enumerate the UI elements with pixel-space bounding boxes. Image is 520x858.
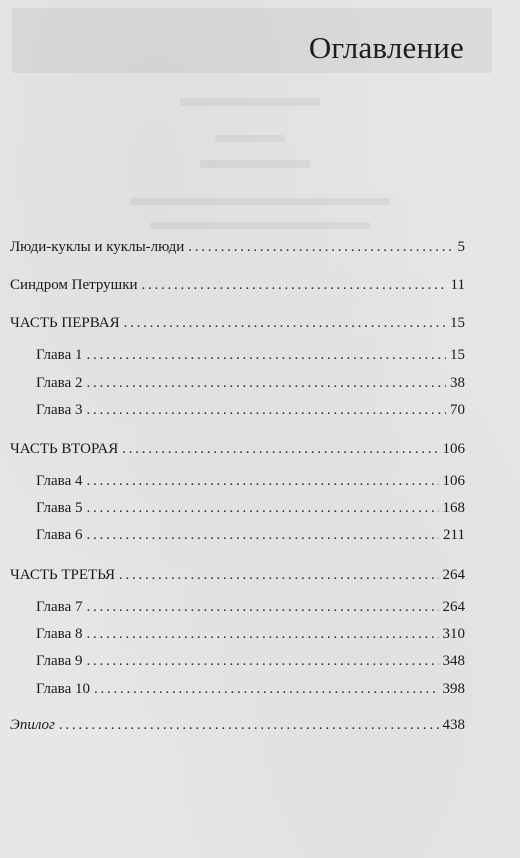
- toc-page-number: 264: [442, 599, 465, 615]
- toc-part-entry[interactable]: [10, 314, 465, 332]
- toc-entry-label: Эпилог: [10, 717, 55, 733]
- toc-chapter-entry[interactable]: [36, 598, 465, 616]
- toc-entry-label: ЧАСТЬ ТРЕТЬЯ: [10, 567, 116, 583]
- toc-page-number: 348: [442, 653, 465, 669]
- toc-page-number: 398: [442, 681, 465, 697]
- toc-part-entry[interactable]: [10, 566, 465, 584]
- dot-leader: [124, 314, 446, 332]
- dot-leader: [86, 598, 438, 616]
- toc-chapter-entry[interactable]: [36, 472, 465, 490]
- toc-chapter-entry[interactable]: [36, 652, 465, 670]
- toc-entry-label: Глава 6: [36, 527, 83, 543]
- toc-page-number: 15: [450, 347, 465, 363]
- toc-chapter-entry[interactable]: [36, 346, 465, 364]
- dot-leader: [86, 526, 439, 544]
- toc-entry-label: Люди-куклы и куклы-люди: [10, 239, 185, 255]
- dot-leader: [142, 276, 447, 294]
- toc-chapter-entry[interactable]: [36, 374, 465, 392]
- toc-chapter-entry[interactable]: [36, 625, 465, 643]
- toc-entry-label: Глава 4: [36, 473, 83, 489]
- dot-leader: [86, 499, 438, 517]
- toc-chapter-entry[interactable]: [36, 401, 465, 419]
- toc-page-number: 211: [443, 527, 465, 543]
- toc-entry-label: Глава 3: [36, 402, 83, 418]
- toc-entry[interactable]: [10, 276, 465, 294]
- toc-page-number: 70: [450, 402, 465, 418]
- dot-leader: [86, 625, 438, 643]
- toc-page-number: 168: [442, 500, 465, 516]
- toc-epilogue-entry[interactable]: [10, 716, 465, 734]
- dot-leader: [188, 238, 453, 256]
- toc-entry-label: ЧАСТЬ ВТОРАЯ: [10, 441, 119, 457]
- toc-entry-label: Глава 9: [36, 653, 83, 669]
- toc-page-number: 5: [457, 239, 465, 255]
- toc-chapter-entry[interactable]: [36, 526, 465, 544]
- toc-page-number: 264: [442, 567, 465, 583]
- dot-leader: [86, 472, 438, 490]
- page-title: Оглавление: [308, 30, 464, 65]
- toc-page-number: 438: [442, 717, 465, 733]
- toc-entry-label: Глава 10: [36, 681, 90, 697]
- toc-page-number: 310: [442, 626, 465, 642]
- toc-part-entry[interactable]: [10, 440, 465, 458]
- dot-leader: [94, 680, 439, 698]
- toc-page-number: 11: [450, 277, 465, 293]
- toc-entry[interactable]: [10, 238, 465, 256]
- dot-leader: [86, 401, 446, 419]
- toc-page-number: 106: [442, 441, 465, 457]
- toc-entry-label: Глава 7: [36, 599, 83, 615]
- toc-entry-label: Глава 2: [36, 375, 83, 391]
- toc-entry-label: Синдром Петрушки: [10, 277, 138, 293]
- toc-chapter-entry[interactable]: [36, 499, 465, 517]
- dot-leader: [86, 374, 446, 392]
- toc-entry-label: Глава 1: [36, 347, 83, 363]
- dot-leader: [86, 652, 438, 670]
- toc-entry-label: ЧАСТЬ ПЕРВАЯ: [10, 315, 120, 331]
- toc-page-number: 106: [442, 473, 465, 489]
- toc-chapter-entry[interactable]: [36, 680, 465, 698]
- toc-page-number: 15: [450, 315, 465, 331]
- toc-entry-label: Глава 5: [36, 500, 83, 516]
- dot-leader: [119, 566, 438, 584]
- dot-leader: [86, 346, 446, 364]
- toc-entry-label: Глава 8: [36, 626, 83, 642]
- toc-page-number: 38: [450, 375, 465, 391]
- dot-leader: [59, 716, 439, 734]
- dot-leader: [122, 440, 438, 458]
